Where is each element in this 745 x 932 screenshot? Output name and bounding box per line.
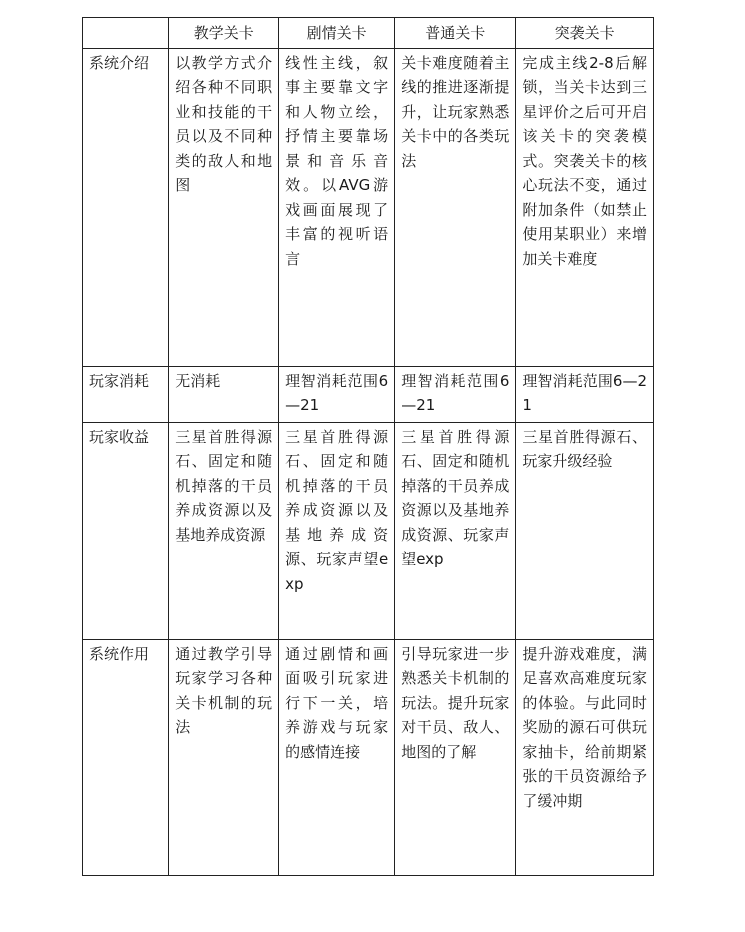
table-cell: 线性主线，叙事主要靠文字和人物立绘，抒情主要靠场景和音乐音效。以AVG游戏画面展现了丰富的视听语言 bbox=[279, 48, 395, 366]
row-label-system-intro: 系统介绍 bbox=[83, 48, 169, 366]
level-comparison-table bbox=[82, 17, 654, 876]
table-cell: 引导玩家进一步熟悉关卡机制的玩法。提升玩家对干员、敌人、地图的了解 bbox=[395, 639, 516, 875]
table-row bbox=[83, 48, 654, 366]
table-cell: 无消耗 bbox=[169, 366, 279, 422]
table-row bbox=[83, 366, 654, 422]
table-cell: 理智消耗范围6—21 bbox=[395, 366, 516, 422]
table-cell: 以教学方式介绍各种不同职业和技能的干员以及不同种类的敌人和地图 bbox=[169, 48, 279, 366]
table-cell: 理智消耗范围6—21 bbox=[279, 366, 395, 422]
table-cell: 通过剧情和画面吸引玩家进行下一关，培养游戏与玩家的感情连接 bbox=[279, 639, 395, 875]
table-cell: 完成主线2-8后解锁，当关卡达到三星评价之后可开启该关卡的突袭模式。突袭关卡的核心玩法不变，通过附加条件（如禁止使用某职业）来增加关卡难度 bbox=[516, 48, 654, 366]
row-label-player-cost: 玩家消耗 bbox=[83, 366, 169, 422]
table-row bbox=[83, 639, 654, 875]
table-cell: 提升游戏难度，满足喜欢高难度玩家的体验。与此同时奖励的源石可供玩家抽卡，给前期紧张的干员资源给予了缓冲期 bbox=[516, 639, 654, 875]
header-raid-level: 突袭关卡 bbox=[516, 18, 654, 49]
table-row bbox=[83, 422, 654, 639]
table-cell: 通过教学引导玩家学习各种关卡机制的玩法 bbox=[169, 639, 279, 875]
table-cell: 三星首胜得源石、固定和随机掉落的干员养成资源以及基地养成资源、玩家声望exp bbox=[395, 422, 516, 639]
row-label-player-reward: 玩家收益 bbox=[83, 422, 169, 639]
row-label-system-purpose: 系统作用 bbox=[83, 639, 169, 875]
header-tutorial-level: 教学关卡 bbox=[169, 18, 279, 49]
table-cell: 三星首胜得源石、固定和随机掉落的干员养成资源以及基地养成资源 bbox=[169, 422, 279, 639]
table-cell: 关卡难度随着主线的推进逐渐提升，让玩家熟悉关卡中的各类玩法 bbox=[395, 48, 516, 366]
table-cell: 三星首胜得源石、玩家升级经验 bbox=[516, 422, 654, 639]
header-corner-cell bbox=[83, 18, 169, 49]
table-cell: 三星首胜得源石、固定和随机掉落的干员养成资源以及基地养成资源、玩家声望exp bbox=[279, 422, 395, 639]
header-normal-level: 普通关卡 bbox=[395, 18, 516, 49]
header-story-level: 剧情关卡 bbox=[279, 18, 395, 49]
faint-page-mark bbox=[330, 924, 400, 928]
table-cell: 理智消耗范围6—21 bbox=[516, 366, 654, 422]
table-header-row bbox=[83, 18, 654, 49]
